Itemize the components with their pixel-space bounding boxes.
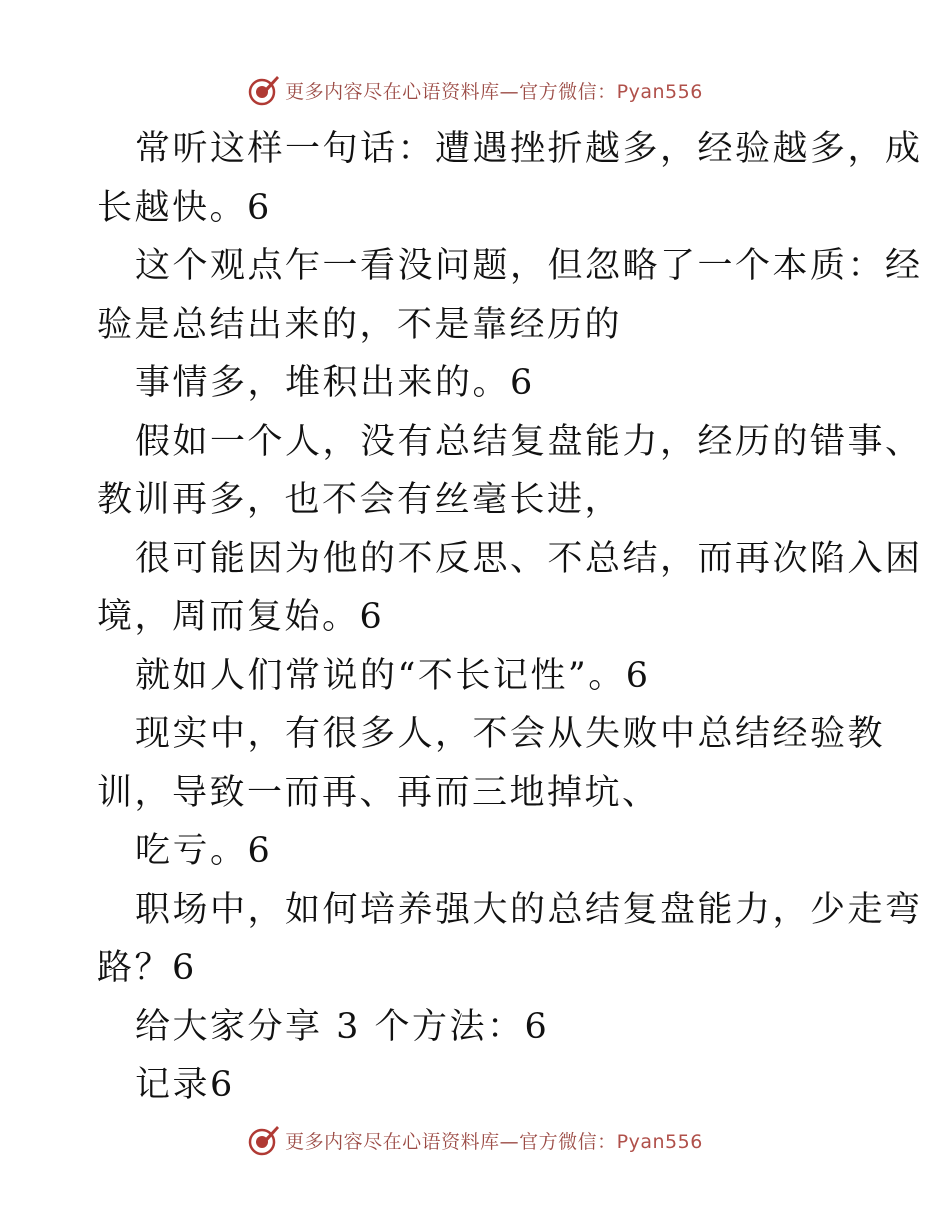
text-line: 吃亏。6 [135,831,273,871]
banner-text: 更多内容尽在心语资料库—官方微信：Pyan556 [285,80,703,103]
text-line: 记录6 [135,1065,235,1105]
text-line: 假如一个人，没有总结复盘能力，经历的错事、 [135,421,923,462]
text-line: 教训再多，也不会有丝毫长进， [97,480,623,520]
text-line: 现实中，有很多人，不会从失败中总结经验教 [135,714,886,754]
text-line: 长越快。6 [97,187,272,228]
banner-text: 更多内容尽在心语资料库—官方微信：Pyan556 [285,1130,703,1153]
text-line: 事情多，堆积出来的。6 [135,363,535,403]
text-line: 境，周而复始。6 [97,597,385,637]
text-line: 给大家分享 3 个方法：6 [135,1006,550,1047]
quill-logo-icon [247,1123,281,1157]
header-banner [0,70,950,110]
text-line: 验是总结出来的，不是靠经历的 [97,304,623,345]
document-body [97,120,923,1115]
text-line: 很可能因为他的不反思、不总结，而再次陷入困 [135,538,923,579]
text-line: 职场中，如何培养强大的总结复盘能力，少走弯 [135,889,923,930]
footer-banner [0,1120,950,1160]
text-line: 就如人们常说的“不长记性”。6 [135,655,651,696]
text-line: 常听这样一句话：遭遇挫折越多，经验越多，成 [135,129,923,169]
text-line: 训，导致一而再、再而三地掉坑、 [97,772,660,813]
text-line: 这个观点乍一看没问题，但忽略了一个本质：经 [135,246,923,286]
quill-logo-icon [247,73,281,107]
text-line: 路？6 [97,948,197,988]
